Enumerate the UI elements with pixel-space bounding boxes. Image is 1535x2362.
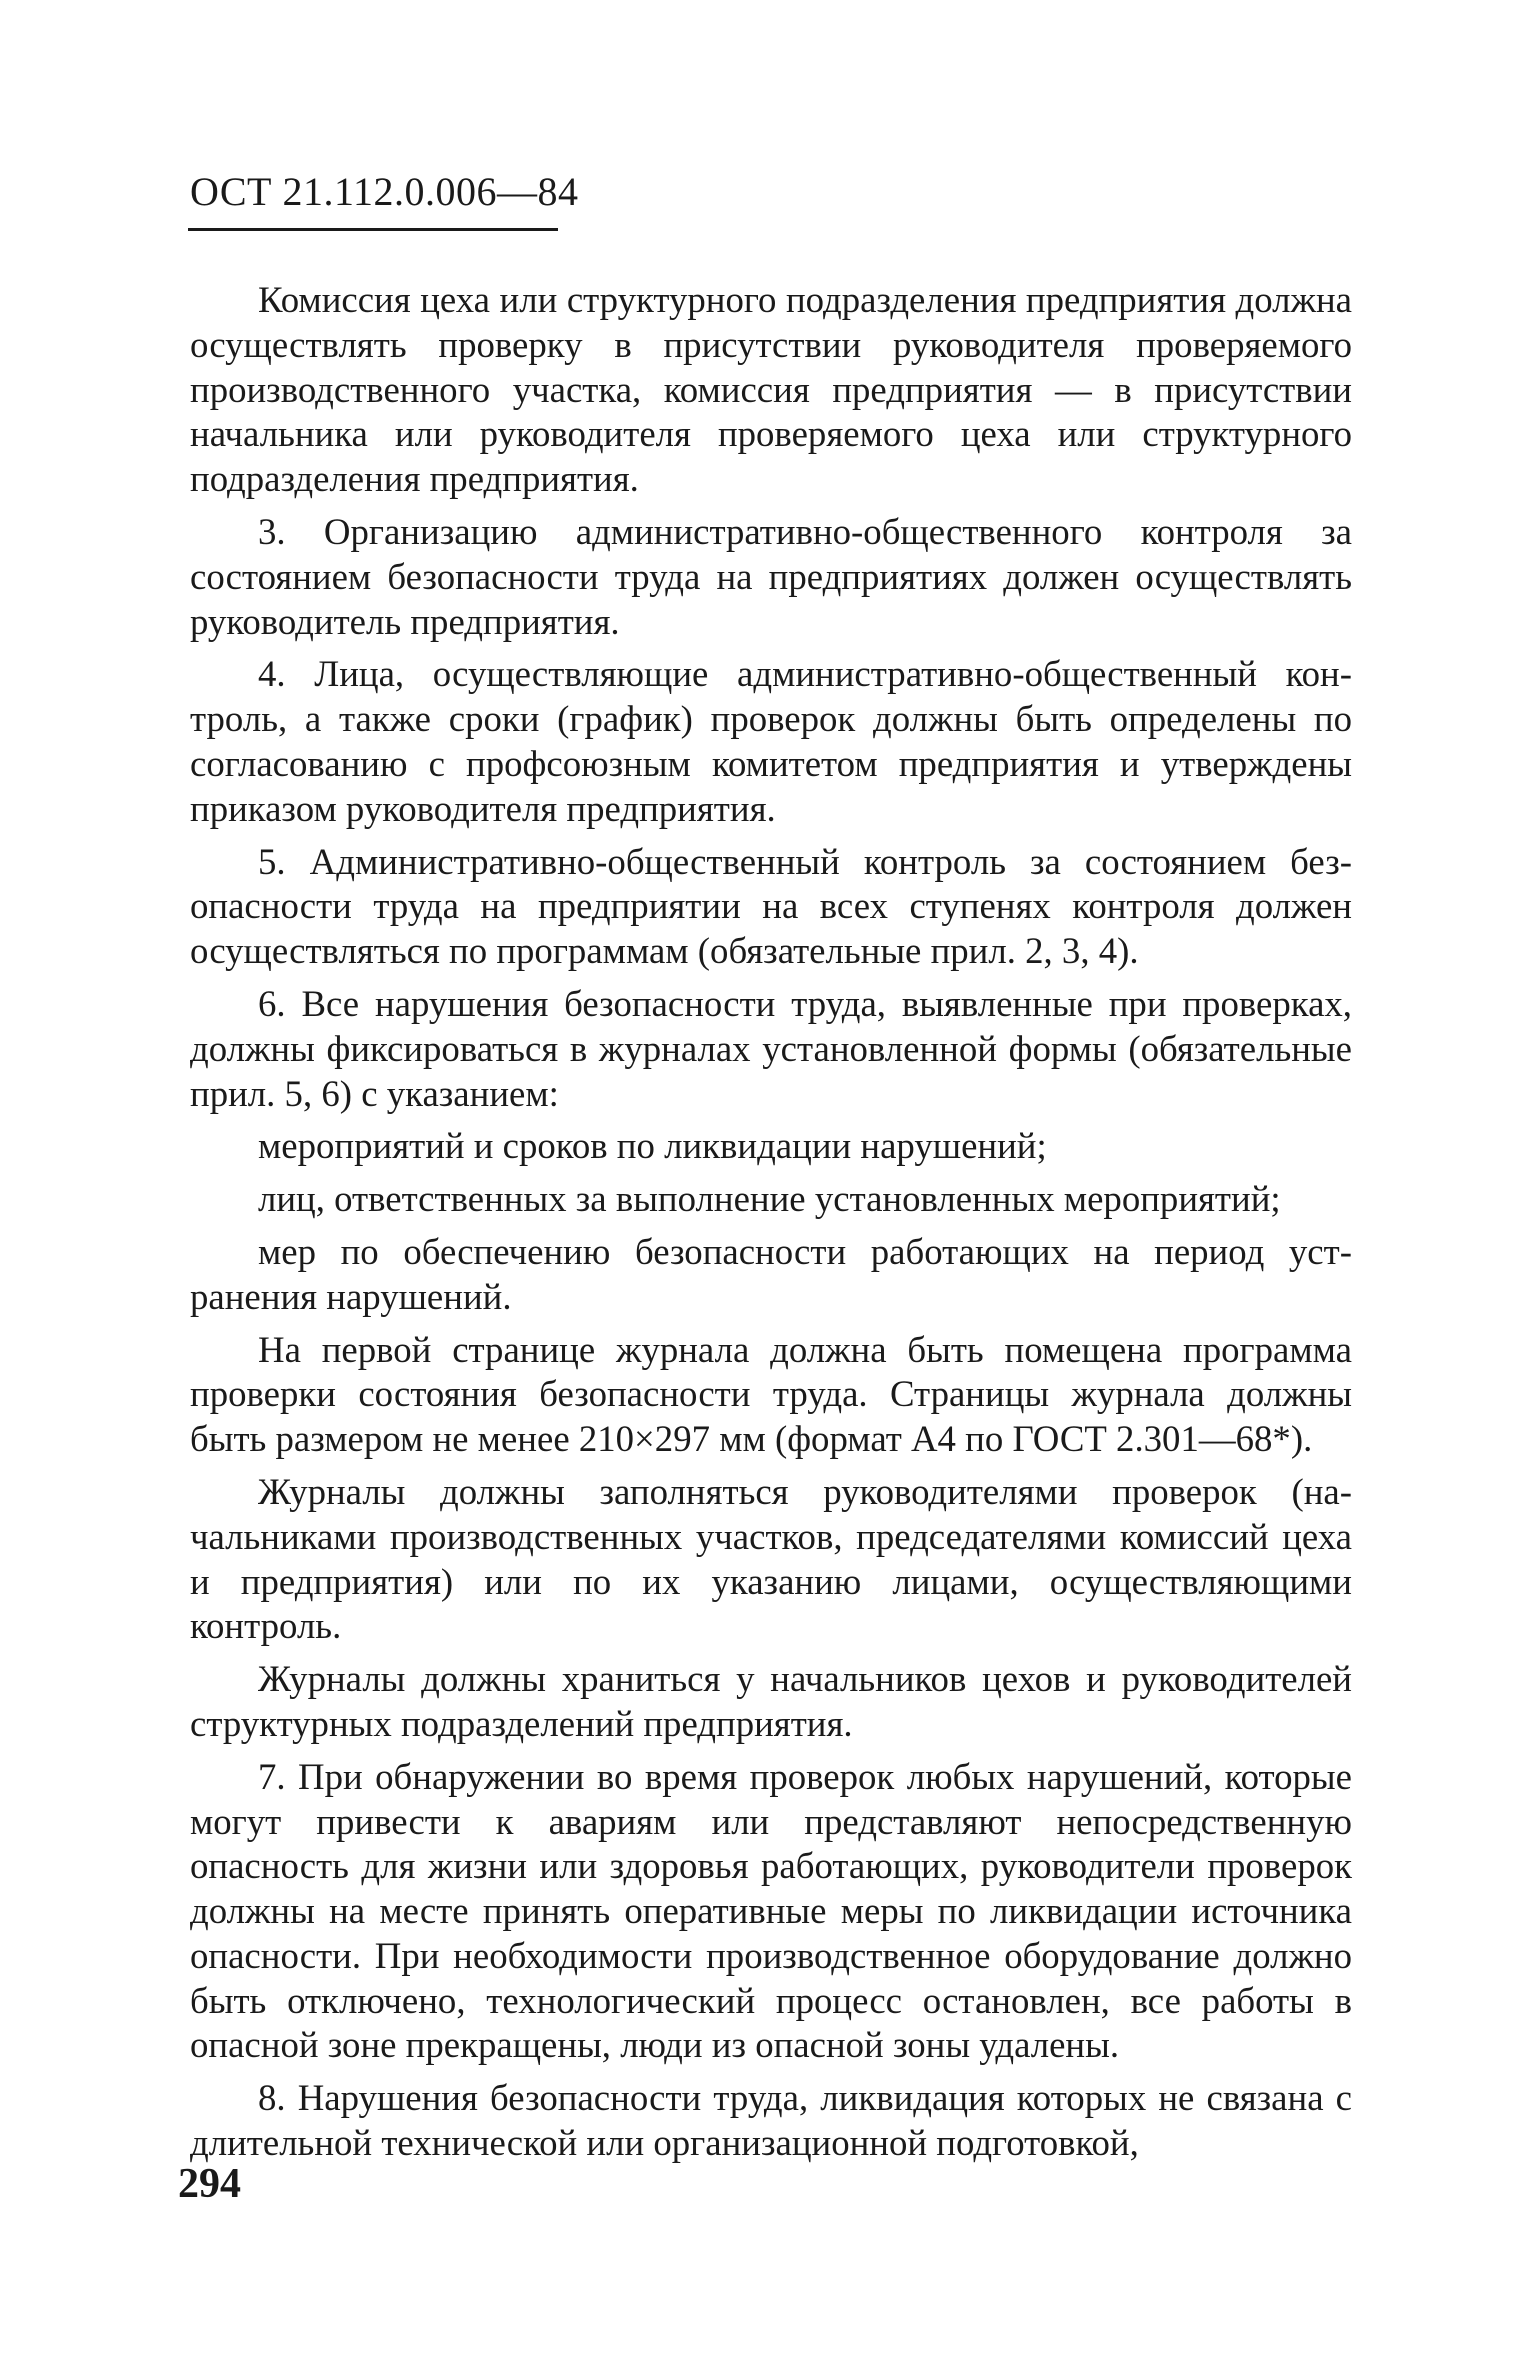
paragraph-journal-storage: Журналы должны храниться у начальников цехов и руководителей структурных подразделений предприятия. [190, 1658, 1352, 1744]
document-code-header: ОСТ 21.112.0.006—84 [190, 169, 579, 214]
paragraph-item-6: 6. Все нарушения безопасности труда, выявленные при проверках, должны фиксироваться в журналах установленной формы (обязательные прил. 5, 6) с указанием: [190, 982, 1352, 1114]
paragraph-journal-first-page: На первой странице журнала должна быть помещена программа проверки состояния безопасности труда. Страницы журнала должны быть размером не менее 210×297 мм (формат А4 по ГОСТ 2.301—68*). [190, 1328, 1352, 1460]
header-underline [188, 228, 558, 231]
paragraph-journal-filling: Журналы должны заполняться руководителями проверок (начальниками производственных участков, председателями комиссий цеха и предприятия) или по их указанию лицами, осуществляющими контроль. [190, 1470, 1352, 1647]
paragraph-item-3: 3. Организацию административно-общественного контроля за состоянием безопасности труда на предприятиях должен осуществлять руководитель предприятия. [190, 510, 1352, 642]
paragraph-commission: Комиссия цеха или структурного подразделения предприятия должна осуществлять проверку в присутствии руководителя проверяемого производственного участка, комиссия предприятия — в присутствии начальника или руководителя проверяемого цеха или структурного подразделения предприятия. [190, 279, 1352, 500]
paragraph-item-7: 7. При обнаружении во время проверок любых нарушений, которые могут привести к авариям или представляют непосредственную опасность для жизни или здоровья работающих, руководители проверок должны на месте принять оперативные меры по ликвидации источника опасности. При необходимости производственное оборудование должно быть отключено, технологический процесс остановлен, все работы в опасной зоне прекращены, люди из опасной зоны удалены. [190, 1755, 1352, 2066]
list-item-responsible: лиц, ответственных за выполнение установленных мероприятий; [258, 1178, 1281, 1220]
paragraph-item-5: 5. Административно-общественный контроль за состоянием безопасности труда на предприятии на всех ступенях контроля должен осуществляться по программам (обязательные прил. 2, 3, 4). [190, 840, 1352, 972]
page-number: 294 [178, 2161, 241, 2207]
list-item-measures: мероприятий и сроков по ликвидации нарушений; [258, 1125, 1047, 1167]
list-item-safety: мер по обеспечению безопасности работающих на период устранения нарушений. [190, 1230, 1352, 1317]
document-body [190, 278, 1352, 2166]
paragraph-item-4: 4. Лица, осуществляющие административно-общественный контроль, а также сроки (график) проверок должны быть определены по согласованию с профсоюзным комитетом предприятия и утверждены приказом руководителя предприятия. [190, 653, 1352, 829]
paragraph-item-8: 8. Нарушения безопасности труда, ликвидация которых не связана с длительной технической или организационной подготовкой, [190, 2077, 1352, 2164]
